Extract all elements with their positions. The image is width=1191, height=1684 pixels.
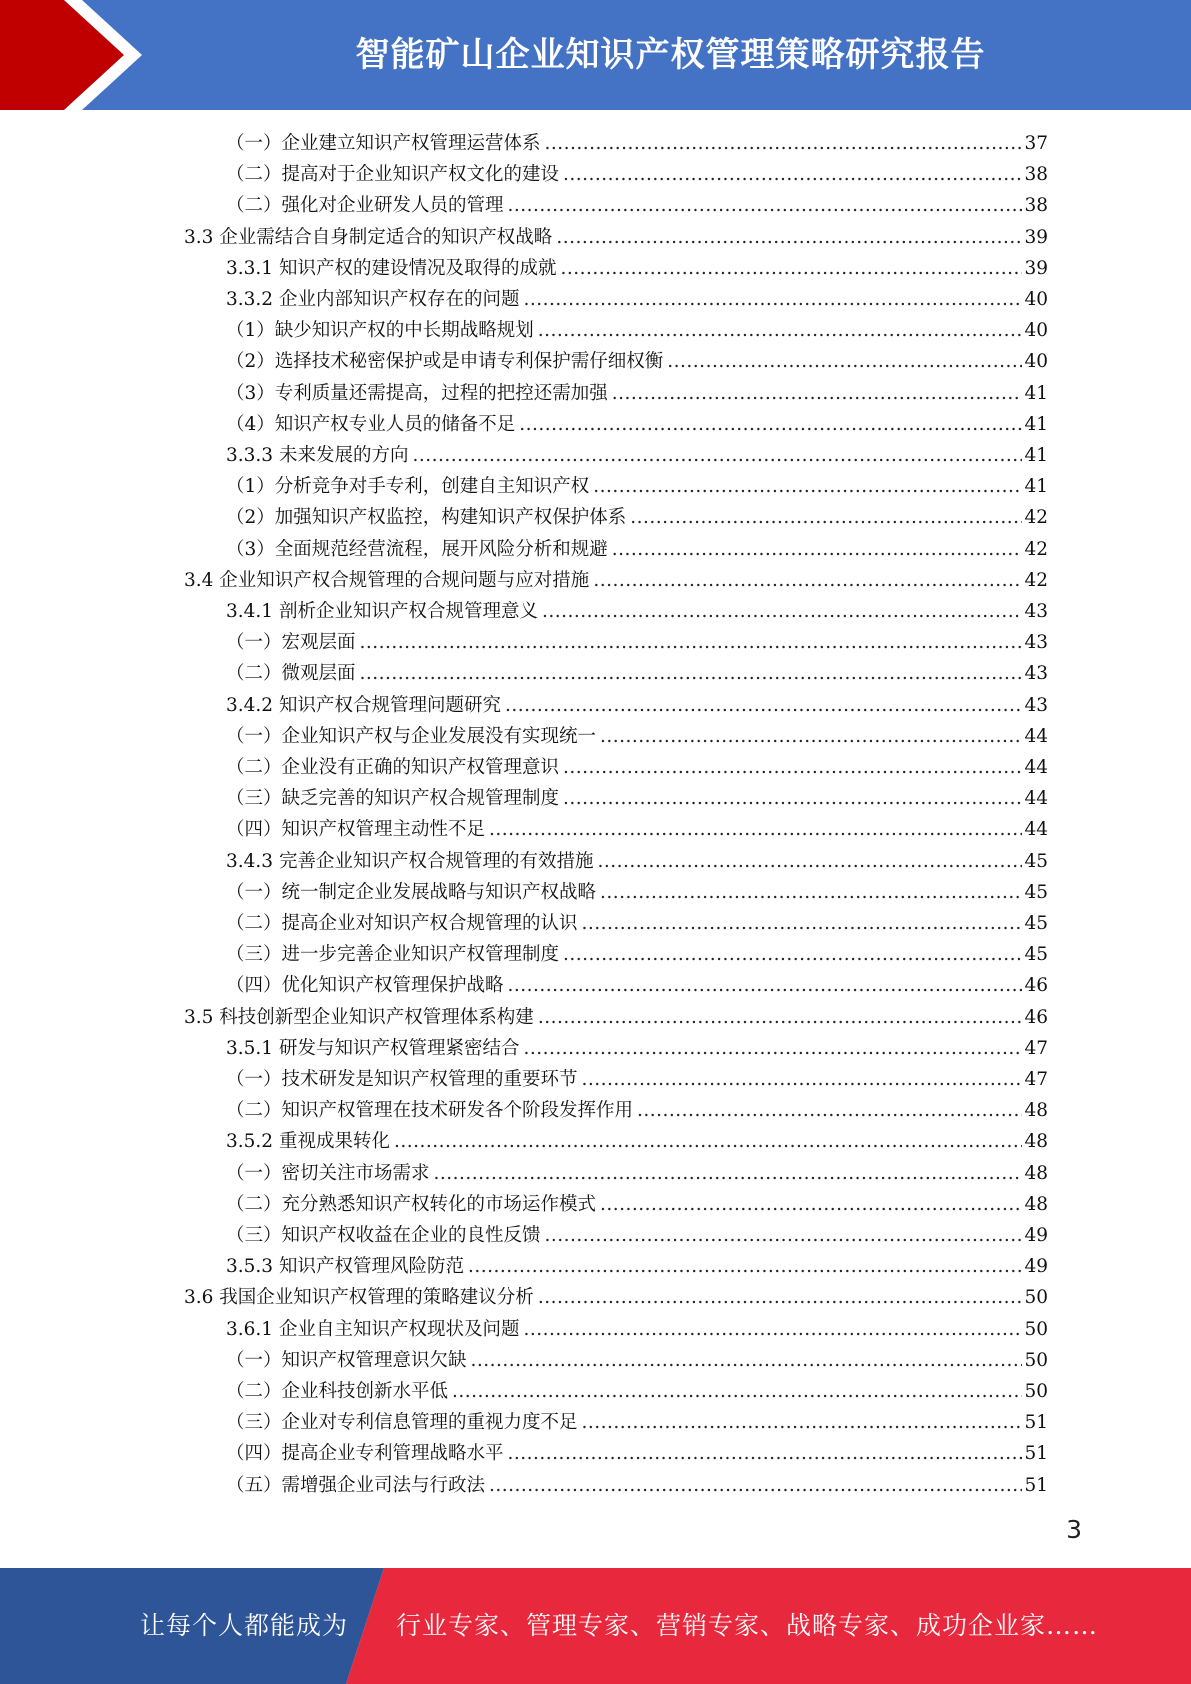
toc-leader-dots <box>360 658 1023 689</box>
toc-entry[interactable] <box>226 253 1048 284</box>
toc-entry-label: （4）知识产权专业人员的储备不足 <box>226 413 516 435</box>
toc-leader-dots <box>538 1282 1023 1313</box>
toc-entry[interactable] <box>226 1033 1048 1064</box>
toc-leader-dots <box>434 1158 1023 1189</box>
toc-entry-page: 51 <box>1024 1474 1048 1496</box>
toc-leader-dots <box>523 1314 1022 1345</box>
toc-entry-label: （一）宏观层面 <box>226 632 356 654</box>
toc-leader-dots <box>545 1220 1023 1251</box>
toc-entry-page: 42 <box>1024 569 1048 591</box>
toc-leader-dots <box>612 378 1023 409</box>
toc-leader-dots <box>508 970 1023 1001</box>
toc-entry-page: 42 <box>1024 538 1048 560</box>
toc-entry[interactable] <box>184 1002 1048 1033</box>
toc-entry-label: 3.4 企业知识产权合规管理的合规问题与应对措施 <box>184 569 590 591</box>
toc-entry-page: 40 <box>1024 289 1048 310</box>
toc-entry-label: 3.3.3 未来发展的方向 <box>226 445 409 466</box>
toc-entry-page: 40 <box>1024 320 1048 342</box>
toc-entry-label: （四）优化知识产权管理保护战略 <box>226 975 504 997</box>
toc-entry-page: 41 <box>1024 476 1048 498</box>
toc-entry-page: 47 <box>1024 1069 1048 1090</box>
toc-entry-label: （一）密切关注市场需求 <box>226 1162 430 1184</box>
toc-entry[interactable] <box>226 409 1048 440</box>
toc-entry[interactable] <box>226 721 1048 752</box>
toc-entry-label: 3.4.2 知识产权合规管理问题研究 <box>226 694 501 716</box>
toc-entry[interactable] <box>226 378 1048 409</box>
toc-entry-page: 50 <box>1024 1287 1048 1309</box>
toc-entry[interactable] <box>226 939 1048 970</box>
toc-leader-dots <box>563 752 1022 783</box>
page-number: 3 <box>1066 1515 1082 1544</box>
toc-entry-page: 50 <box>1024 1349 1048 1371</box>
toc-entry[interactable] <box>226 970 1048 1001</box>
toc-leader-dots <box>412 440 1022 471</box>
toc-entry[interactable] <box>226 346 1048 377</box>
toc-entry-page: 38 <box>1024 195 1048 217</box>
toc-entry[interactable] <box>226 1126 1048 1157</box>
toc-leader-dots <box>563 159 1022 190</box>
toc-leader-dots <box>560 253 1022 284</box>
toc-entry-label: （3）全面规范经营流程，展开风险分析和规避 <box>226 538 608 560</box>
toc-entry[interactable] <box>226 159 1048 190</box>
toc-entry-label: （三）知识产权收益在企业的良性反馈 <box>226 1225 541 1246</box>
footer-slogan-left: 让每个人都能成为 <box>140 1611 349 1640</box>
toc-leader-dots <box>360 627 1023 658</box>
toc-entry-page: 51 <box>1024 1443 1048 1465</box>
toc-entry-label: （二）强化对企业研发人员的管理 <box>226 195 504 217</box>
toc-leader-dots <box>538 1002 1023 1033</box>
toc-entry[interactable] <box>226 908 1048 939</box>
toc-entry[interactable] <box>226 1251 1048 1282</box>
footer-slogan-right: 行业专家、管理专家、营销专家、战略专家、成功企业家…… <box>396 1611 1099 1640</box>
toc-leader-dots <box>519 409 1022 440</box>
toc-entry-page: 41 <box>1024 445 1048 466</box>
toc-entry-label: 3.6 我国企业知识产权管理的策略建议分析 <box>184 1287 534 1309</box>
toc-entry-page: 39 <box>1024 226 1048 248</box>
toc-entry-label: （二）充分熟悉知识产权转化的市场运作模式 <box>226 1193 597 1215</box>
toc-entry-label: （五）需增强企业司法与行政法 <box>226 1474 486 1496</box>
toc-leader-dots <box>556 222 1022 253</box>
toc-entry-label: （二）知识产权管理在技术研发各个阶段发挥作用 <box>226 1100 634 1122</box>
toc-leader-dots <box>489 814 1022 845</box>
toc-entry[interactable] <box>226 627 1048 658</box>
toc-leader-dots <box>600 1189 1022 1220</box>
toc-entry-label: 3.5.2 重视成果转化 <box>226 1131 390 1153</box>
toc-entry[interactable] <box>226 440 1048 471</box>
toc-entry-page: 45 <box>1024 850 1048 872</box>
toc-entry[interactable] <box>226 1376 1048 1407</box>
toc-leader-dots <box>667 346 1022 377</box>
toc-entry-page: 45 <box>1024 913 1048 934</box>
toc-entry-label: （三）缺乏完善的知识产权合规管理制度 <box>226 788 560 810</box>
header-arrow-decoration <box>0 0 160 110</box>
toc-entry-page: 39 <box>1024 257 1048 279</box>
toc-entry[interactable] <box>226 1189 1048 1220</box>
toc-entry-page: 48 <box>1024 1131 1048 1153</box>
toc-leader-dots <box>630 502 1022 533</box>
toc-leader-dots <box>563 939 1022 970</box>
toc-entry[interactable] <box>226 690 1048 721</box>
toc-entry[interactable] <box>226 1314 1048 1345</box>
toc-entry-label: （1）分析竞争对手专利，创建自主知识产权 <box>226 476 590 498</box>
toc-leader-dots <box>545 128 1023 159</box>
toc-entry-page: 51 <box>1024 1412 1048 1434</box>
toc-entry-label: 3.3.1 知识产权的建设情况及取得的成就 <box>226 257 557 279</box>
toc-entry-page: 48 <box>1024 1100 1048 1122</box>
toc-entry-label: 3.4.1 剖析企业知识产权合规管理意义 <box>226 601 538 622</box>
toc-entry-label: （二）企业科技创新水平低 <box>226 1381 449 1402</box>
toc-leader-dots <box>582 1407 1023 1438</box>
toc-entry-label: （1）缺少知识产权的中长期战略规划 <box>226 320 534 342</box>
toc-entry[interactable] <box>226 1470 1048 1501</box>
toc-leader-dots <box>471 1345 1023 1376</box>
toc-entry-page: 48 <box>1024 1162 1048 1184</box>
toc-entry[interactable] <box>226 752 1048 783</box>
toc-entry-page: 44 <box>1024 788 1048 810</box>
toc-leader-dots <box>593 565 1022 596</box>
toc-entry-page: 48 <box>1024 1193 1048 1215</box>
toc-entry-label: （四）知识产权管理主动性不足 <box>226 819 486 841</box>
report-title: 智能矿山企业知识产权管理策略研究报告 <box>355 35 986 75</box>
toc-entry[interactable] <box>226 846 1048 877</box>
toc-leader-dots <box>637 1095 1022 1126</box>
toc-leader-dots <box>468 1251 1022 1282</box>
toc-entry[interactable] <box>226 471 1048 502</box>
toc-entry-label: （2）加强知识产权监控，构建知识产权保护体系 <box>226 507 627 529</box>
toc-leader-dots <box>593 471 1022 502</box>
toc-leader-dots <box>452 1376 1022 1407</box>
toc-entry-label: （一）知识产权管理意识欠缺 <box>226 1349 467 1371</box>
toc-entry[interactable] <box>226 502 1048 533</box>
toc-entry-label: （三）进一步完善企业知识产权管理制度 <box>226 944 560 966</box>
toc-entry-page: 37 <box>1024 133 1048 154</box>
toc-entry-label: 3.3 企业需结合自身制定适合的知识产权战略 <box>184 226 553 248</box>
toc-entry-page: 43 <box>1024 632 1048 654</box>
toc-entry-label: （三）企业对专利信息管理的重视力度不足 <box>226 1412 578 1434</box>
toc-entry[interactable] <box>226 315 1048 346</box>
toc-entry-page: 49 <box>1024 1256 1048 1278</box>
page-header <box>0 0 1191 110</box>
toc-entry[interactable] <box>226 1064 1048 1095</box>
toc-entry-page: 40 <box>1024 351 1048 373</box>
toc-leader-dots <box>508 1438 1023 1469</box>
toc-entry[interactable] <box>226 190 1048 221</box>
toc-entry[interactable] <box>226 596 1048 627</box>
toc-entry[interactable] <box>226 534 1048 565</box>
toc-entry-page: 41 <box>1024 382 1048 404</box>
toc-entry-page: 44 <box>1024 819 1048 841</box>
toc-leader-dots <box>508 190 1023 221</box>
toc-entry[interactable] <box>184 1282 1048 1313</box>
toc-entry[interactable] <box>226 1158 1048 1189</box>
toc-leader-dots <box>542 596 1022 627</box>
toc-entry[interactable] <box>226 877 1048 908</box>
toc-leader-dots <box>600 721 1022 752</box>
toc-entry[interactable] <box>226 1407 1048 1438</box>
toc-entry-label: 3.5.3 知识产权管理风险防范 <box>226 1256 464 1278</box>
toc-entry-label: （一）企业知识产权与企业发展没有实现统一 <box>226 725 597 747</box>
toc-entry[interactable] <box>226 284 1048 315</box>
toc-leader-dots <box>523 1033 1022 1064</box>
toc-leader-dots <box>597 846 1022 877</box>
toc-entry-label: （2）选择技术秘密保护或是申请专利保护需仔细权衡 <box>226 351 664 373</box>
toc-entry[interactable] <box>226 658 1048 689</box>
toc-leader-dots <box>582 908 1023 939</box>
toc-entry-page: 43 <box>1024 694 1048 716</box>
toc-entry-label: （四）提高企业专利管理战略水平 <box>226 1443 504 1465</box>
toc-entry[interactable] <box>226 1095 1048 1126</box>
toc-entry-label: （一）技术研发是知识产权管理的重要环节 <box>226 1069 578 1090</box>
toc-entry-label: 3.6.1 企业自主知识产权现状及问题 <box>226 1318 520 1340</box>
toc-entry[interactable] <box>226 1345 1048 1376</box>
toc-entry-page: 42 <box>1024 507 1048 529</box>
toc-entry-page: 44 <box>1024 757 1048 778</box>
toc-entry-page: 45 <box>1024 944 1048 966</box>
toc-leader-dots <box>505 690 1022 721</box>
toc-leader-dots <box>489 1470 1022 1501</box>
toc-entry-label: （二）提高对于企业知识产权文化的建设 <box>226 164 560 186</box>
toc-entry-page: 45 <box>1024 881 1048 903</box>
toc-entry-page: 50 <box>1024 1318 1048 1340</box>
toc-entry[interactable] <box>226 1438 1048 1469</box>
toc-entry-page: 46 <box>1024 975 1048 997</box>
toc-entry-page: 43 <box>1024 601 1048 622</box>
toc-leader-dots <box>538 315 1023 346</box>
toc-entry-label: 3.5 科技创新型企业知识产权管理体系构建 <box>184 1006 534 1028</box>
toc-entry-page: 49 <box>1024 1225 1048 1246</box>
toc-entry-label: 3.5.1 研发与知识产权管理紧密结合 <box>226 1037 520 1059</box>
toc-entry-label: 3.3.2 企业内部知识产权存在的问题 <box>226 289 520 310</box>
toc-entry[interactable] <box>184 222 1048 253</box>
toc-leader-dots <box>394 1126 1022 1157</box>
toc-entry[interactable] <box>226 783 1048 814</box>
toc-entry-page: 43 <box>1024 663 1048 685</box>
toc-entry-label: （二）企业没有正确的知识产权管理意识 <box>226 757 560 778</box>
toc-leader-dots <box>612 534 1023 565</box>
toc-entry-page: 47 <box>1024 1037 1048 1059</box>
toc-entry-page: 44 <box>1024 725 1048 747</box>
toc-entry[interactable] <box>226 1220 1048 1251</box>
toc-leader-dots <box>563 783 1022 814</box>
toc-leader-dots <box>523 284 1022 315</box>
toc-entry-label: 3.4.3 完善企业知识产权合规管理的有效措施 <box>226 850 594 872</box>
toc-entry-label: （一）企业建立知识产权管理运营体系 <box>226 133 541 154</box>
toc-leader-dots <box>582 1064 1023 1095</box>
toc-entry-label: （一）统一制定企业发展战略与知识产权战略 <box>226 881 597 903</box>
toc-entry[interactable] <box>226 128 1048 159</box>
toc-entry-label: （二）提高企业对知识产权合规管理的认识 <box>226 913 578 934</box>
toc-entry-page: 46 <box>1024 1006 1048 1028</box>
toc-entry[interactable] <box>184 565 1048 596</box>
toc-entry-page: 38 <box>1024 164 1048 186</box>
toc-entry[interactable] <box>226 814 1048 845</box>
toc-leader-dots <box>600 877 1022 908</box>
toc-entry-page: 50 <box>1024 1381 1048 1402</box>
page-footer <box>0 1568 1191 1684</box>
toc-entry-page: 41 <box>1024 413 1048 435</box>
toc-entry-label: （3）专利质量还需提高，过程的把控还需加强 <box>226 382 608 404</box>
toc-entry-label: （二）微观层面 <box>226 663 356 685</box>
